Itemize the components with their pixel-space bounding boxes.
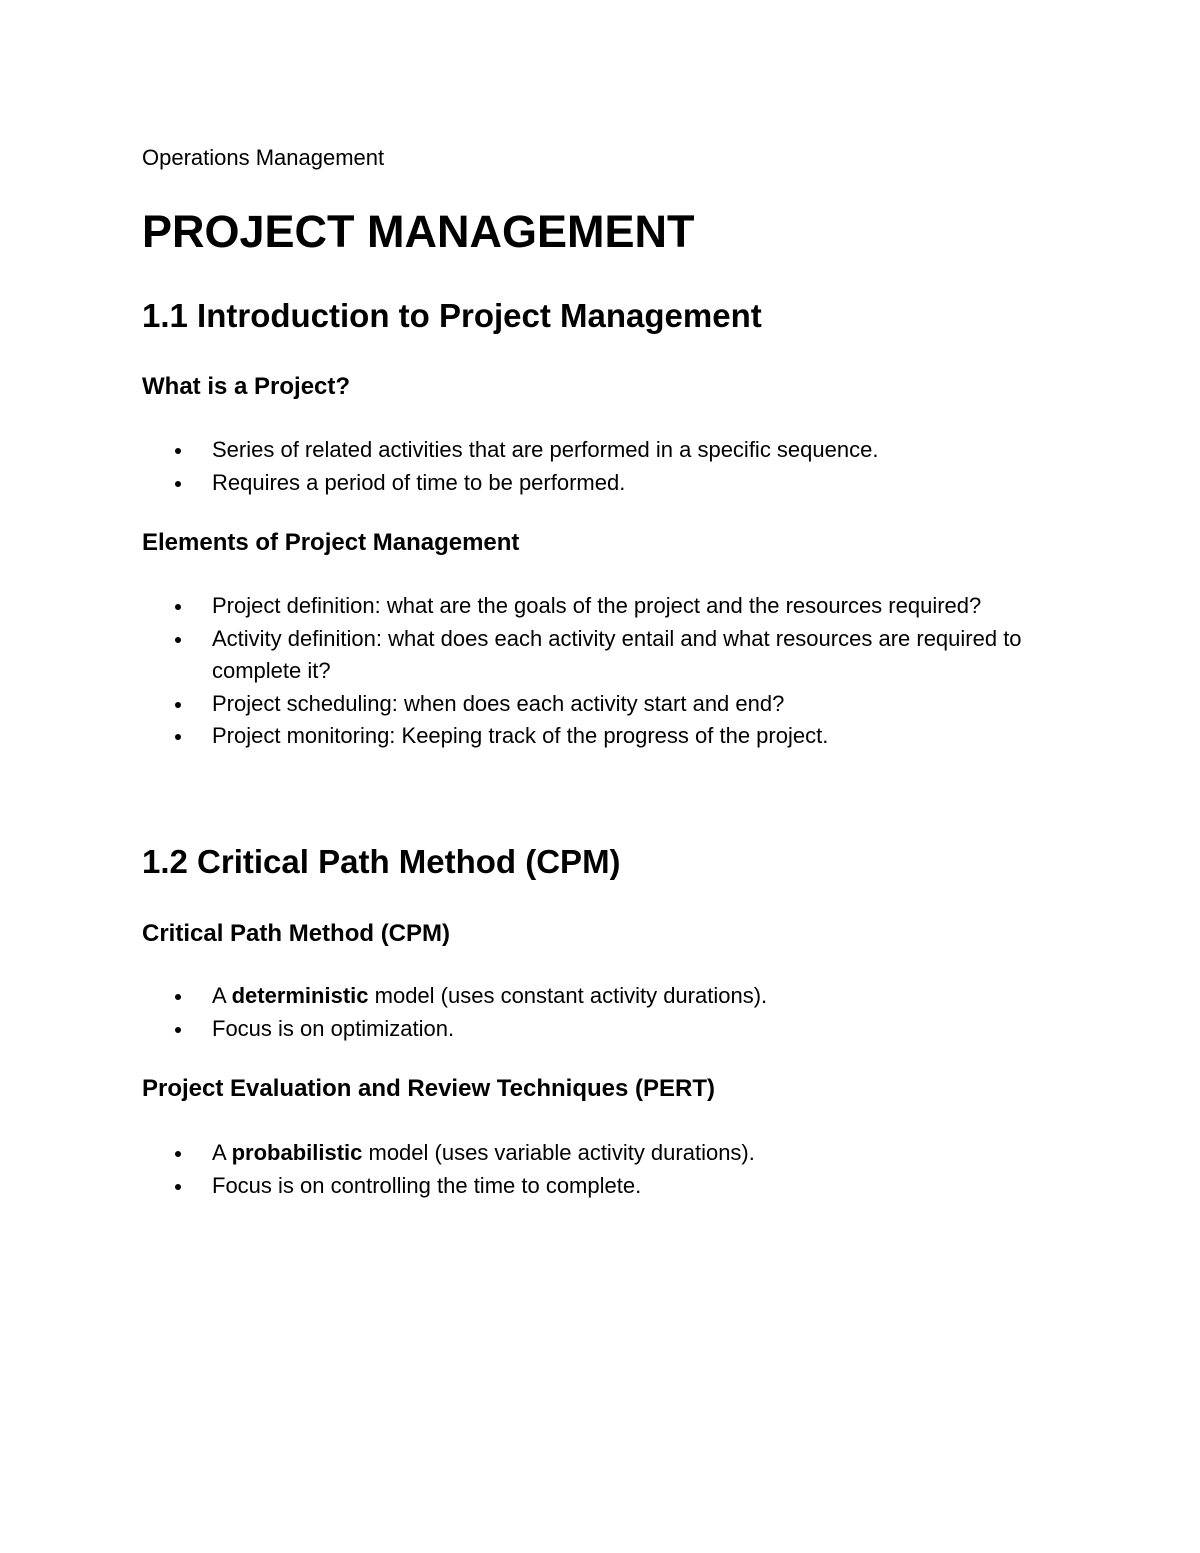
bullet-icon <box>175 637 181 643</box>
bullet-icon <box>175 702 181 708</box>
list-item <box>142 590 1072 623</box>
list-item-emphasis: probabilistic <box>231 1140 363 1165</box>
list-item-text: Focus is on optimization. <box>212 1015 455 1041</box>
list-item-text-suffix: model (uses variable activity durations). <box>362 1140 755 1165</box>
bullet-icon <box>175 481 181 487</box>
list-item-emphasis: deterministic <box>231 983 369 1008</box>
list-item-text: Focus is on controlling the time to complete. <box>212 1172 642 1198</box>
list-item-text: Requires a period of time to be performed. <box>212 469 626 495</box>
bullet-list-pert <box>142 1137 1072 1202</box>
list-item-text-prefix: A <box>212 983 232 1008</box>
list-item <box>142 467 1072 500</box>
subheading-pert: Project Evaluation and Review Techniques (PERT) <box>142 1075 716 1102</box>
bullet-icon <box>175 994 181 1000</box>
bullet-icon <box>175 1027 181 1033</box>
list-item-text: Project scheduling: when does each activity start and end? <box>212 690 785 716</box>
list-item <box>142 1137 1072 1170</box>
bullet-list-what-is-a-project <box>142 434 1072 499</box>
list-item-text <box>212 1140 755 1165</box>
subheading-elements-of-project-management: Elements of Project Management <box>142 529 520 556</box>
list-item-text: Project definition: what are the goals of the project and the resources required? <box>212 593 982 618</box>
list-item-text-prefix: A <box>212 1140 232 1165</box>
bullet-icon <box>175 448 181 454</box>
list-item-text-suffix: model (uses constant activity durations). <box>368 983 768 1008</box>
bullet-icon <box>175 1184 181 1190</box>
bullet-icon <box>175 1151 181 1157</box>
bullet-list-elements <box>142 590 1072 753</box>
list-item-text: Activity definition: what does each activity entail and what resources are required to complete it? <box>212 625 1022 683</box>
list-item <box>142 623 1072 688</box>
subheading-cpm: Critical Path Method (CPM) <box>142 920 451 947</box>
list-item <box>142 434 1072 467</box>
list-item <box>142 720 1072 753</box>
list-item <box>142 1170 1072 1203</box>
section-heading-critical-path-method: 1.2 Critical Path Method (CPM) <box>142 843 621 880</box>
document-title: PROJECT MANAGEMENT <box>142 206 695 257</box>
subheading-what-is-a-project: What is a Project? <box>142 373 351 400</box>
bullet-icon <box>175 604 181 610</box>
list-item <box>142 1013 1072 1046</box>
section-heading-introduction: 1.1 Introduction to Project Management <box>142 297 762 334</box>
list-item <box>142 980 1072 1013</box>
list-item-text: Series of related activities that are performed in a specific sequence. <box>212 437 879 462</box>
list-item-text <box>212 983 767 1008</box>
course-label: Operations Management <box>142 145 385 170</box>
list-item <box>142 688 1072 721</box>
list-item-text: Project monitoring: Keeping track of the progress of the project. <box>212 723 829 748</box>
bullet-list-cpm <box>142 980 1072 1045</box>
bullet-icon <box>175 734 181 740</box>
